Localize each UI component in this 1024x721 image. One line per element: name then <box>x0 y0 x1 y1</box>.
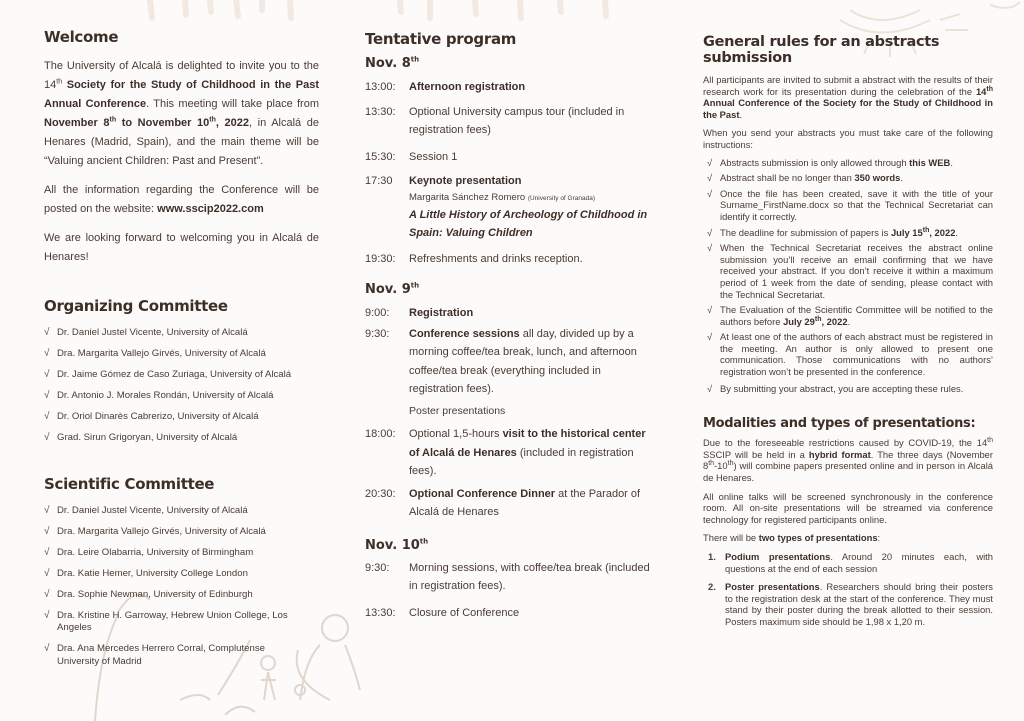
program-item: 19:30: Refreshments and drinks reception. <box>365 252 583 265</box>
keynote-talk-title: A Little History of Archeology of Childhood in Spain: Valuing Children <box>409 208 648 239</box>
rules-intro: All participants are invited to submit a abstract with the results of their research work for its presentation during the celebration of the 14th Annual Conference of the Society for the Study of Childhood in the Past. <box>703 74 993 120</box>
list-item: √ Dra. Margarita Vallejo Girvés, University of Alcalá <box>44 525 266 537</box>
rule-item: √ Abstract shall be no longer than 350 words. <box>707 172 903 184</box>
check-icon: √ <box>44 369 50 380</box>
rules-heading: General rules for an abstracts submission <box>703 34 940 66</box>
modalities-paragraph-3: There will be two types of presentations: <box>703 532 881 544</box>
organizing-committee-heading: Organizing Committee <box>44 297 228 315</box>
check-icon: √ <box>44 327 50 338</box>
program-item: 20:30: Optional Conference Dinner at the Parador of Alcalá de Henares <box>365 487 641 518</box>
modalities-paragraph-2: All online talks will be screened synchronously in the conference room. All on-site presentations will be streamed via conference technology for registered participants online. <box>703 490 993 525</box>
program-heading: Tentative program <box>365 30 517 48</box>
check-icon: √ <box>44 390 50 401</box>
check-icon: √ <box>44 567 50 579</box>
list-item: √ Dra. Leire Olabarria, University of Birmingham <box>44 546 254 558</box>
list-item: √ Grad. Sirun Grigoryan, University of Alcalá <box>44 432 238 443</box>
left-column <box>44 0 319 721</box>
check-icon: √ <box>44 609 50 621</box>
list-item: 1. Podium presentations. Around 20 minutes each, with questions at the end of each session <box>708 551 993 574</box>
check-icon: √ <box>707 172 713 184</box>
website-paragraph: All the information regarding the Conference will be posted on the website: www.sscip2022.com <box>44 184 319 215</box>
check-icon: √ <box>707 304 713 316</box>
list-item: √ Dra. Ana Mercedes Herrero Corral, Complutense University of Madrid <box>44 643 265 667</box>
program-item: 9:30: Morning sessions, with coffee/tea break (included in registration fees). <box>365 561 650 592</box>
check-icon: √ <box>44 504 50 516</box>
rules-intro-2: When you send your abstracts you must take care of the following instructions: <box>703 127 993 150</box>
list-item: √ Dr. Daniel Justel Vicente, University of Alcalá <box>44 504 248 516</box>
check-icon: √ <box>44 411 50 422</box>
modalities-heading: Modalities and types of presentations: <box>703 416 976 432</box>
program-item: 13:30: Closure of Conference <box>365 606 520 619</box>
scientific-committee-list <box>44 505 319 669</box>
program-item: 9:00: Registration <box>365 307 474 319</box>
rule-item: √ Once the file has been created, save it with the title of your Surname_FirstName.docx so that the Technical Secretariat can identify it correctly. <box>707 187 993 222</box>
welcome-heading: Welcome <box>44 28 119 46</box>
check-icon: √ <box>44 525 50 537</box>
program-item: 13:30: Optional University campus tour (included in registration fees) <box>365 105 625 136</box>
check-icon: √ <box>707 382 713 394</box>
closing-paragraph: We are looking forward to welcoming you in Alcalá de Henares! <box>44 232 319 263</box>
day-nov-8-heading: Nov. 8th <box>365 55 420 71</box>
list-item: √ Dra. Sophie Newman, University of Edinburgh <box>44 588 253 600</box>
check-icon: √ <box>44 643 50 654</box>
list-item: √ Dra. Margarita Vallejo Girvés, University of Alcalá <box>44 348 266 359</box>
day-nov-10-heading: Nov. 10th <box>365 537 429 553</box>
rule-item: √ By submitting your abstract, you are accepting these rules. <box>707 382 964 394</box>
check-icon: √ <box>707 156 713 168</box>
list-item: √ Dra. Katie Hemer, University College London <box>44 567 248 579</box>
modalities-paragraph-1: Due to the foreseeable restrictions caused by COVID-19, the 14th SSCIP will be held in a hybrid format. The three days (November 8th-10th) will combine papers presented online and in person in Alcalá de Henares. <box>703 437 993 484</box>
list-item: √ Dra. Kristine H. Garroway, Hebrew Union College, Los Angeles <box>44 609 288 633</box>
check-icon: √ <box>44 588 50 600</box>
rule-item: √ When the Technical Secretariat receives the abstract online submission you’ll receive an email confirming that we have received your abstract. If you don’t receive it within a maximum period of 1 week from the date of sending, please contact with the Technical Secretariat. <box>707 242 993 300</box>
check-icon: √ <box>44 348 50 359</box>
list-item: √ Dr. Jaime Gómez de Caso Zuriaga, University of Alcalá <box>44 369 292 380</box>
check-icon: √ <box>44 546 50 558</box>
list-item: √ Dr. Daniel Justel Vicente, University of Alcalá <box>44 327 248 338</box>
website-link[interactable]: www.sscip2022.com <box>157 203 264 215</box>
rule-item: √ Abstracts submission is only allowed through this WEB. <box>707 156 953 168</box>
day-nov-9-heading: Nov. 9th <box>365 281 420 297</box>
keynote-item: 17:30 Keynote presentation Margarita Sánchez Romero (University of Granada) A Little History of Archeology of Childhood in Spain: Valuing Children <box>365 172 655 242</box>
rule-item: √ At least one of the authors of each abstract must be registered in the meeting. An author is only allowed to present one communication. Those communications with no authors’ registration won’t be presented in the conference. <box>707 331 993 378</box>
welcome-paragraph: The University of Alcalá is delighted to invite you to the 14th Society for the Study of Childhood in the Past Annual Conference. This meeting will take place from November 8th to November 10th, 2022, in Alcalá de Henares (Madrid, Spain), and the main theme will be “Valuing ancient Children: Past and Present”. <box>44 60 319 167</box>
program-item: 15:30: Session 1 <box>365 150 458 163</box>
web-link[interactable]: this WEB <box>909 156 951 168</box>
check-icon: √ <box>44 432 50 443</box>
list-item: √ Dr. Oriol Dinarès Cabrerizo, University of Alcalá <box>44 411 259 422</box>
check-icon: √ <box>707 242 713 254</box>
program-item: 13:00: Afternoon registration <box>365 81 526 93</box>
check-icon: √ <box>707 226 713 238</box>
rule-item: √ The deadline for submission of papers is July 15th, 2022. <box>707 226 959 238</box>
keynote-speaker: Margarita Sánchez Romero (University of Granada) <box>409 191 596 203</box>
check-icon: √ <box>707 331 713 343</box>
rules-list <box>703 157 993 395</box>
presentation-types-list <box>703 551 993 628</box>
list-item: 2. Poster presentations. Researchers should bring their posters to the registration desk at the start of the conference. They must stand by their poster during the break allotted to their session. Posters maximum side should be 1,98 x 1,20 m. <box>708 581 993 627</box>
scientific-committee-heading: Scientific Committee <box>44 474 215 493</box>
check-icon: √ <box>707 187 713 199</box>
program-item: 18:00: Optional 1,5-hours visit to the historical center of Alcalá de Henares (included in registration fees). <box>365 428 646 477</box>
rule-item: √ The Evaluation of the Scientific Committee will be notified to the authors before July 29th, 2022. <box>707 304 993 327</box>
right-column <box>703 0 993 721</box>
program-item: 9:30: Conference sessions all day, divided up by a morning coffee/tea break, lunch, and afternoon coffee/tea break (everything included in registration fees). Poster presentations <box>365 327 637 417</box>
middle-column <box>365 0 655 721</box>
organizing-committee-list <box>44 327 319 445</box>
list-item: √ Dr. Antonio J. Morales Rondán, University of Alcalá <box>44 390 274 401</box>
